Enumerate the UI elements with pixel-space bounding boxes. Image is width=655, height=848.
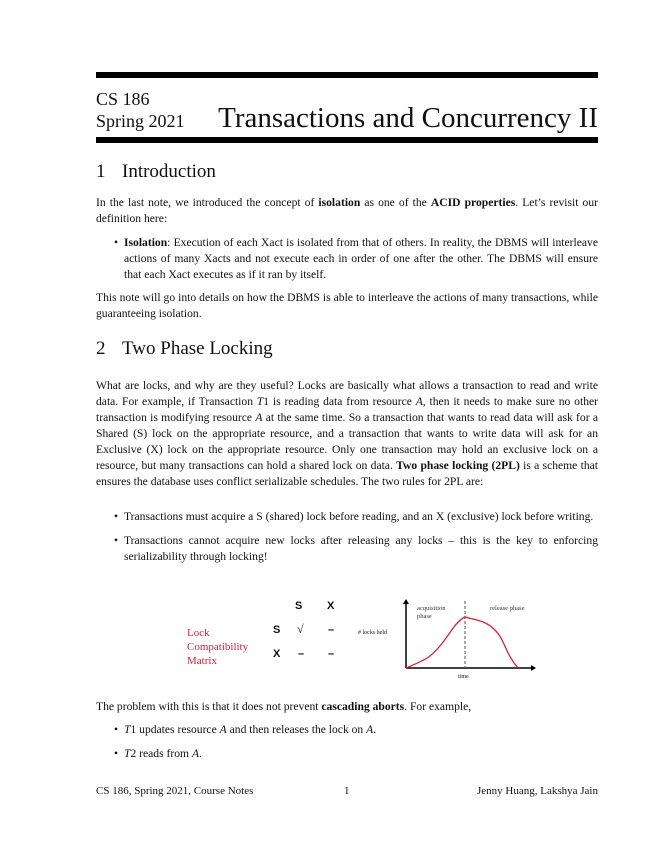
page-title: Transactions and Concurrency II — [218, 102, 598, 134]
matrix-cell: √ — [297, 622, 304, 636]
x-axis-arrow — [531, 665, 536, 671]
section-title: Introduction — [122, 161, 216, 182]
bold-term: Two phase locking (2PL) — [396, 459, 520, 472]
matrix-label — [187, 626, 248, 668]
bullet-item — [96, 509, 598, 525]
section-heading-1 — [96, 161, 216, 183]
course-term: Spring 2021 — [96, 111, 185, 131]
y-axis-arrow — [403, 599, 409, 604]
twopl-paragraph-1 — [96, 378, 598, 490]
text-run: Transactions must acquire a S (shared) lock before reading, and an X (exclusive) lock before writing. — [124, 510, 594, 523]
text-run: . Let’s revisit our definition here: — [96, 196, 598, 225]
text-run: : Execution of each Xact is isolated from that of others. In reality, the DBMS will interleave actions of many Xacts and not execute each in order of one after the other. The DBMS will ensure that each Xact executes as if it ran by itself. — [124, 236, 598, 281]
footer-left: CS 186, Spring 2021, Course Notes — [96, 785, 254, 797]
section-number: 1 — [96, 161, 106, 182]
course-info — [96, 88, 185, 132]
math-symbol: A — [191, 747, 200, 760]
phase-label-line: phase — [417, 613, 432, 620]
math-symbol: A — [219, 723, 227, 736]
twopl-paragraph-2 — [96, 699, 598, 715]
footer-authors: Jenny Huang, Lakshya Jain — [477, 785, 598, 797]
cascade-example-bullets — [96, 722, 598, 762]
math-symbol: A — [255, 411, 263, 424]
intro-paragraph-2 — [96, 290, 598, 322]
top-rule — [96, 72, 598, 78]
section-heading-2 — [96, 338, 273, 360]
bullet-item — [96, 235, 598, 283]
text-run: What are locks, and why are they useful? Locks are basically what allows a transaction to read and write data. For example, if Transaction — [96, 379, 598, 408]
text-run: . — [199, 747, 202, 760]
matrix-label-line: Lock — [187, 627, 210, 639]
text-run: . For example, — [404, 700, 472, 713]
matrix-col-header: S — [295, 600, 303, 612]
math-symbol: A — [366, 723, 374, 736]
text-run: In the last note, we introduced the concept of — [96, 196, 319, 209]
text-run: 2 reads from — [130, 747, 192, 760]
text-run: The problem with this is that it does not prevent — [96, 700, 322, 713]
text-run: 1 is reading data from resource — [263, 395, 416, 408]
bold-term: Isolation — [124, 236, 168, 249]
bold-term: isolation — [318, 196, 361, 209]
locks-curve — [406, 617, 518, 668]
bold-term: ACID properties — [430, 196, 516, 209]
bottom-rule — [96, 137, 598, 143]
matrix-label-line: Matrix — [187, 655, 217, 667]
phase-label-line: acquisition — [417, 605, 446, 612]
intro-bullets — [96, 235, 598, 283]
math-symbol: T — [256, 395, 264, 408]
math-symbol: A — [415, 395, 423, 408]
text-run: . — [373, 723, 377, 736]
acquisition-phase-label — [417, 605, 446, 621]
page-number: 1 — [344, 785, 350, 797]
graph-x-label: time — [458, 674, 469, 680]
text-run: at the same time. So a transaction that wants to read data will ask for a Shared (S) lock on the appropriate resource, and a transaction that wants to write data will ask for an Exclusive (X) lock on the appropriate resource. Only one transaction may hold an exclusive lock on a resource, but many transactions can hold a shared lock on data. — [96, 411, 598, 472]
text-run: is a scheme that ensures the database uses conflict serializable schedules. The two rules for 2PL are: — [96, 459, 598, 488]
matrix-cell: – — [328, 624, 335, 636]
section-number: 2 — [96, 338, 106, 359]
matrix-col-header: X — [327, 600, 335, 612]
bullet-item — [96, 722, 598, 738]
matrix-row-header: X — [273, 648, 281, 660]
text-run: This note will go into details on how the DBMS is able to interleave the actions of many transactions, while guaranteeing isolation. — [96, 291, 598, 320]
release-phase-label: release phase — [490, 605, 525, 612]
matrix-cell: – — [298, 648, 305, 660]
matrix-row-header: S — [273, 624, 281, 636]
course-code: CS 186 — [96, 89, 150, 109]
section-title: Two Phase Locking — [122, 338, 273, 359]
intro-paragraph-1 — [96, 195, 598, 227]
lock-figure — [170, 590, 570, 690]
text-run: as one of the — [360, 196, 431, 209]
math-symbol: T — [124, 723, 131, 736]
matrix-label-line: Compatibility — [187, 641, 249, 653]
text-run: Transactions cannot acquire new locks after releasing any locks – this is the key to enforcing serializability through locking! — [124, 534, 598, 563]
bullet-item — [96, 746, 598, 762]
twopl-rules — [96, 509, 598, 565]
text-run: 1 updates resource — [130, 723, 220, 736]
text-run: and then releases the lock on — [226, 723, 367, 736]
matrix-cell: – — [328, 648, 335, 660]
text-run: , then it needs to make sure no other transaction is modifying resource — [96, 395, 599, 424]
math-symbol: T — [124, 747, 131, 760]
graph-y-label: # locks held — [358, 630, 387, 636]
bullet-item — [96, 533, 598, 565]
bold-term: cascading aborts — [321, 700, 405, 713]
